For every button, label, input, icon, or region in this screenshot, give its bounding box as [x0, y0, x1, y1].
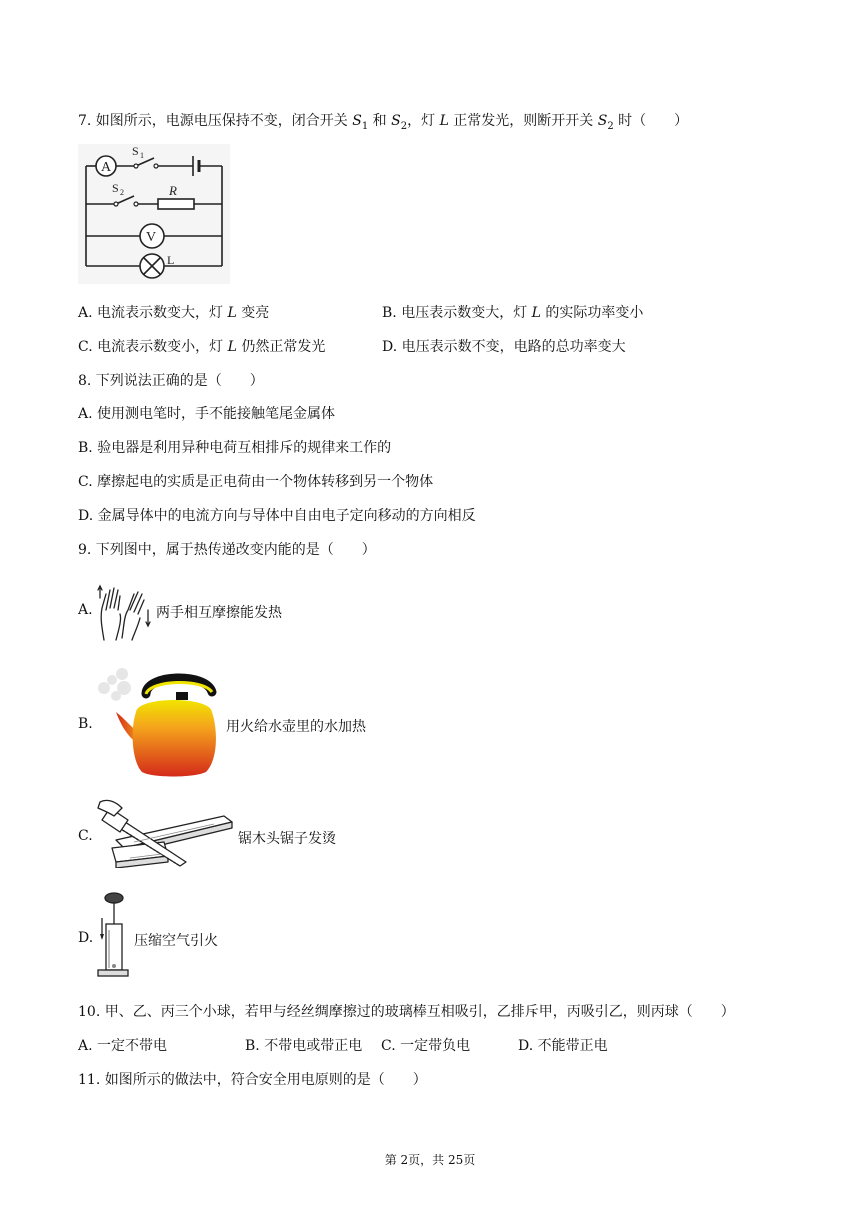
q8-option-a: A. 使用测电笔时，手不能接触笔尾金属体 — [78, 406, 336, 422]
var-s1: S — [352, 113, 362, 129]
q8-option-c: C. 摩擦起电的实质是正电荷由一个物体转移到另一个物体 — [78, 474, 434, 490]
q7-option-d: D. 电压表示数不变，电路的总功率变大 — [382, 339, 626, 355]
q10-option-a: A. 一定不带电 — [78, 1038, 168, 1054]
compressed-air-ignition-image — [94, 890, 130, 982]
q8-option-d: D. 金属导体中的电流方向与导体中自由电子定向移动的方向相反 — [78, 508, 476, 524]
ammeter-label: A — [101, 160, 112, 175]
q7-stem-part: 正常发光，则断开开关 — [448, 113, 598, 129]
sawing-wood-image — [94, 798, 236, 868]
q7-option-b — [382, 304, 643, 322]
voltmeter-label: V — [146, 230, 157, 245]
q9-option-b-caption: 用火给水壶里的水加热 — [226, 719, 366, 735]
rubbing-hands-image — [94, 580, 156, 642]
kettle-heating-image — [94, 666, 224, 780]
var-L: L — [227, 339, 237, 355]
q9-option-c-caption: 锯木头锯子发烫 — [238, 831, 336, 847]
q7-opt-b-text: B. 电压表示数变大，灯 — [382, 305, 532, 321]
q7-opt-a-text: A. 电流表示数变大，灯 — [78, 305, 228, 321]
q7-stem-part: 时（ ） — [613, 113, 689, 129]
q8-stem: 8. 下列说法正确的是（ ） — [78, 373, 264, 389]
q7-opt-c-text: C. 电流表示数变小，灯 — [78, 339, 228, 355]
q10-stem: 10. 甲、乙、丙三个小球，若甲与经丝绸摩擦过的玻璃棒互相吸引，乙排斥甲，丙吸引乙，则丙球（ ） — [78, 1004, 735, 1020]
switch-s2-label: S — [112, 181, 119, 195]
q7-stem — [78, 112, 688, 136]
q7-option-a — [78, 304, 269, 322]
switch-s1-label: S — [132, 144, 139, 158]
q9-option-a-letter: A. — [78, 602, 93, 618]
page-footer: 第 2页，共 25页 — [384, 1153, 476, 1167]
q10-option-b: B. 不带电或带正电 — [245, 1038, 363, 1054]
q10-option-c: C. 一定带负电 — [381, 1038, 471, 1054]
var-L: L — [439, 113, 449, 129]
q9-option-c-letter: C. — [78, 828, 93, 844]
var-s2b: S — [597, 113, 608, 129]
q7-opt-a-text: 变亮 — [236, 305, 270, 321]
q9-stem: 9. 下列图中，属于热传递改变内能的是（ ） — [78, 542, 376, 558]
var-L: L — [531, 305, 541, 321]
q9-option-d-caption: 压缩空气引火 — [134, 933, 218, 949]
q8-option-b: B. 验电器是利用异种电荷互相排斥的规律来工作的 — [78, 440, 392, 456]
switch-s1-sub: 1 — [140, 151, 144, 160]
q7-option-c — [78, 338, 325, 356]
q10-option-d: D. 不能带正电 — [518, 1038, 608, 1054]
var-L: L — [227, 305, 237, 321]
switch-s2-sub: 2 — [120, 188, 124, 197]
sub-1: 1 — [361, 120, 369, 132]
lamp-label: L — [167, 253, 175, 267]
sub-2b: 2 — [607, 120, 614, 132]
q7-and: 和 — [368, 113, 392, 129]
q7-opt-c-text: 仍然正常发光 — [236, 339, 326, 355]
q11-stem: 11. 如图所示的做法中，符合安全用电原则的是（ ） — [78, 1072, 427, 1088]
q9-option-a-caption: 两手相互摩擦能发热 — [156, 605, 282, 621]
q9-option-b-letter: B. — [78, 716, 93, 732]
q7-stem-part: ，灯 — [407, 113, 440, 129]
var-s2: S — [391, 113, 401, 129]
q9-option-d-letter: D. — [78, 930, 94, 946]
q7-opt-b-text: 的实际功率变小 — [540, 305, 644, 321]
q7-stem-part: 7. 如图所示，电源电压保持不变，闭合开关 — [78, 113, 353, 129]
resistor-label: R — [169, 183, 177, 198]
q7-circuit-diagram — [78, 144, 230, 284]
sub-2: 2 — [400, 120, 408, 132]
